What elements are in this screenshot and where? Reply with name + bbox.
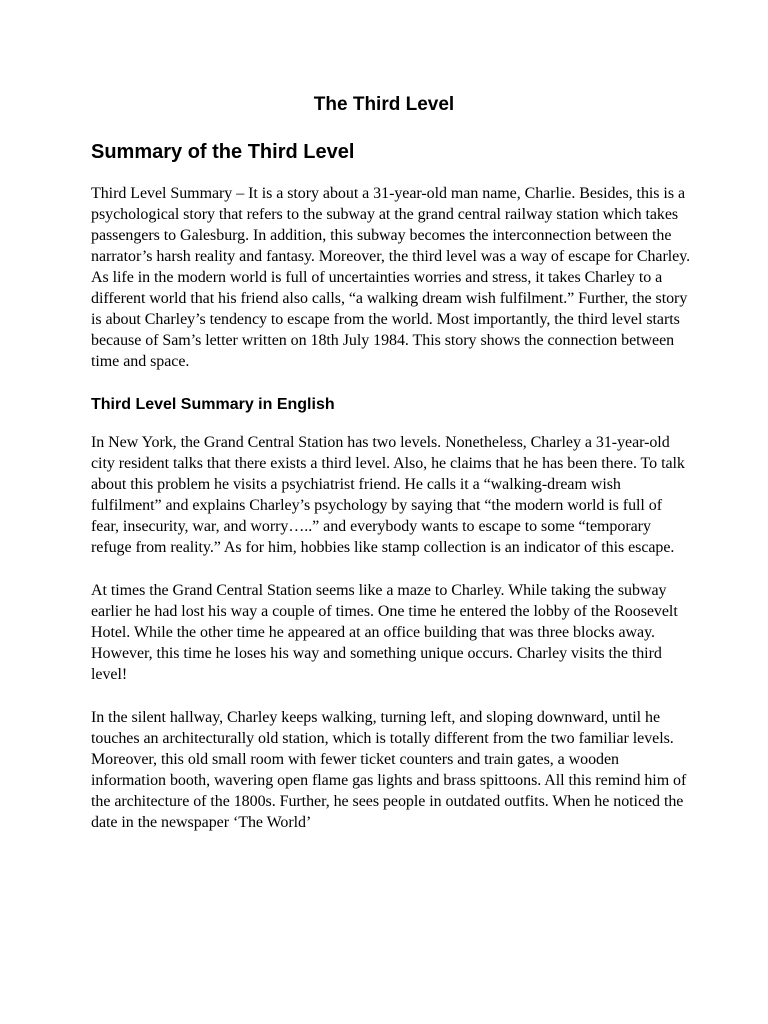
paragraph: In New York, the Grand Central Station has two levels. Nonetheless, Charley a 31-year-old city resident talks that there exists a third level. Also, he claims that he has been there. To talk about this problem he visits a psychiatrist friend. He calls it a “walking-dream wish fulfilment” and explains Charley’s psychology by saying that “the modern world is full of fear, insecurity, war, and worry…..” and everybody wants to escape to some “temporary refuge from reality.” As for him, hobbies like stamp collection is an indicator of this escape.	[91, 434, 685, 556]
intro-paragraph: Third Level Summary – It is a story about a 31-year-old man name, Charlie. Besides, this is a psychological story that refers to the subway at the grand central railway station which takes passengers to Galesburg. In addition, this subway becomes the interconnection between the narrator’s harsh reality and fantasy. Moreover, the third level was a way of escape for Charley. As life in the modern world is full of uncertainties worries and stress, it takes Charley to a different world that his friend also calls, “a walking dream wish fulfilment.” Further, the story is about Charley’s tendency to escape from the world. Most importantly, the third level starts because of Sam’s letter written on 18th July 1984. This story shows the connection between time and space.	[91, 185, 691, 370]
paragraph: At times the Grand Central Station seems like a maze to Charley. While taking the subway earlier he had lost his way a couple of times. One time he entered the lobby of the Roosevelt Hotel. While the other time he appeared at an office building that was three blocks away. However, this time he loses his way and something unique occurs. Charley visits the third level!	[91, 582, 678, 683]
paragraph: In the silent hallway, Charley keeps walking, turning left, and sloping downward, until he touches an architecturally old station, which is totally different from the two familiar levels. Moreover, this old small room with fewer ticket counters and train gates, a wooden information booth, wavering open flame gas lights and brass spittoons. All this remind him of the architecture of the 1800s. Further, he sees people in outdated outfits. When he noticed the date in the newspaper ‘The World’	[91, 709, 687, 831]
document-body	[91, 138, 691, 855]
page-title: The Third Level	[313, 94, 455, 115]
subsection-heading: Third Level Summary in English	[91, 396, 335, 413]
section-heading: Summary of the Third Level	[91, 141, 355, 163]
